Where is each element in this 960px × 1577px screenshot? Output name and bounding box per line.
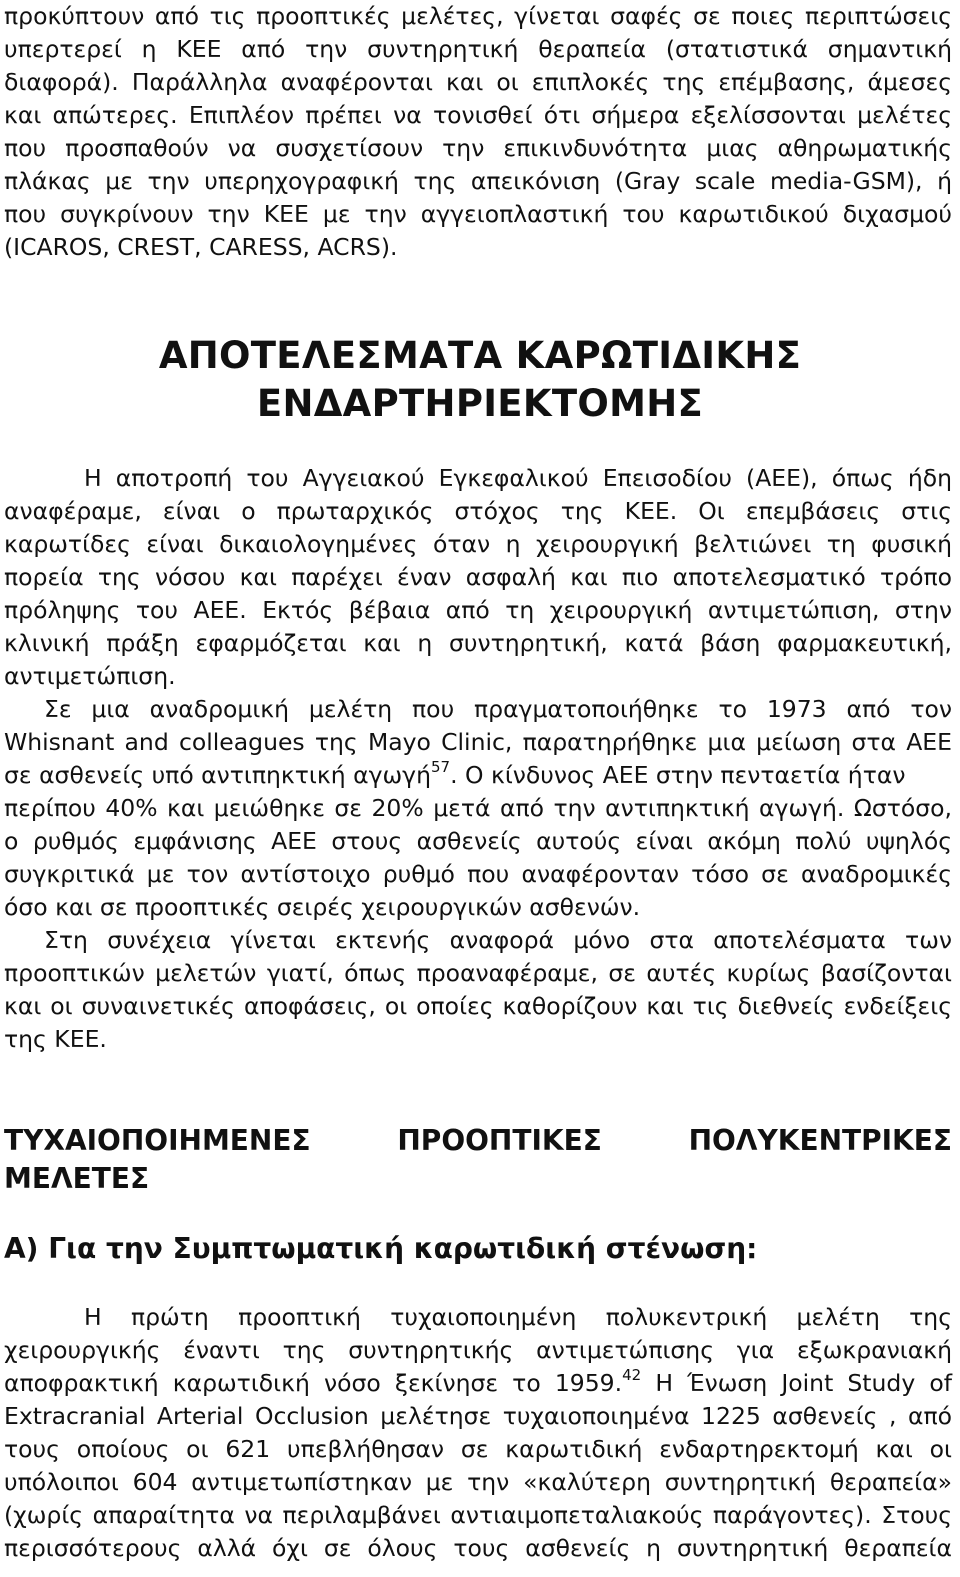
paragraph-line: πρόληψης του ΑΕΕ. Εκτός βέβαια από τη χειρουργική αντιμετώπιση, στην bbox=[4, 596, 952, 624]
paragraph-line: της ΚΕΕ. bbox=[4, 1025, 107, 1053]
paragraph-line: συγκριτικά με τον αντίστοιχο ρυθμό που αναφέρονταν τόσο σε αναδρομικές bbox=[4, 860, 952, 888]
intro-line: πλάκας με την υπερηχογραφική της απεικόνιση (Gray scale media-GSM), ή bbox=[4, 167, 952, 195]
paragraph-line: αναφέραμε, είναι ο πρωταρχικός στόχος της ΚΕΕ. Οι επεμβάσεις στις bbox=[4, 497, 952, 525]
intro-line: που συγκρίνουν την ΚΕΕ με την αγγειοπλαστική του καρωτιδικού διχασμού bbox=[4, 200, 952, 228]
paragraph-line: προοπτικών μελετών γιατί, όπως προαναφέραμε, σε αυτές κυρίως βασίζονται bbox=[4, 959, 952, 987]
text-span: Η Ένωση Joint Study of bbox=[641, 1369, 953, 1397]
subsection-title: Α) Για την Συμπτωματική καρωτιδική στένωση: bbox=[4, 1232, 758, 1265]
section-title: ΜΕΛΕΤΕΣ bbox=[4, 1162, 150, 1195]
text-span: σε ασθενείς υπό αντιπηκτική αγωγή bbox=[4, 761, 431, 789]
intro-line: (ICAROS, CREST, CARESS, ACRS). bbox=[4, 233, 398, 261]
text-span: αποφρακτική καρωτιδική νόσο ξεκίνησε το 1959. bbox=[4, 1369, 623, 1397]
paragraph-line: όσο και σε προοπτικές σειρές χειρουργικών ασθενών. bbox=[4, 893, 641, 921]
paragraph-line: περισσότερους αλλά όχι σε όλους τους ασθενείς η συντηρητική θεραπεία bbox=[4, 1534, 952, 1562]
paragraph-line-with-citation bbox=[4, 1367, 952, 1399]
citation-superscript: 42 bbox=[622, 1366, 642, 1385]
paragraph-line: πορεία της νόσου και παρέχει έναν ασφαλή και πιο αποτελεσματικό τρόπο bbox=[4, 563, 952, 591]
intro-line: υπερτερεί η ΚΕΕ από την συντηρητική θεραπεία (στατιστικά σημαντική bbox=[4, 35, 952, 63]
paragraph-line: Extracranial Arterial Occlusion μελέτησε τυχαιοποιημένα 1225 ασθενείς , από bbox=[4, 1402, 952, 1430]
section-title: ΕΝΔΑΡΤΗΡΙΕΚΤΟΜΗΣ bbox=[256, 382, 704, 425]
paragraph-line: και οι συναινετικές αποφάσεις, οι οποίες καθορίζουν και τις διεθνείς ενδείξεις bbox=[4, 992, 952, 1020]
paragraph-line: κλινική πράξη εφαρμόζεται και η συντηρητική, κατά βάση φαρμακευτική, bbox=[4, 629, 952, 657]
text-span: . Ο κίνδυνος ΑΕΕ στην πενταετία ήταν bbox=[450, 761, 906, 789]
paragraph-line: Η αποτροπή του Αγγειακού Εγκεφαλικού Επεισοδίου (ΑΕΕ), όπως ήδη bbox=[84, 464, 952, 492]
intro-line: διαφορά). Παράλληλα αναφέρονται και οι επιπλοκές της επέμβασης, άμεσες bbox=[4, 68, 952, 96]
intro-line: και απώτερες. Επιπλέον πρέπει να τονισθεί ότι σήμερα εξελίσσονται μελέτες bbox=[4, 101, 952, 129]
paragraph-line: Στη συνέχεια γίνεται εκτενής αναφορά μόνο στα αποτελέσματα των bbox=[44, 926, 952, 954]
paragraph-line: Σε μια αναδρομική μελέτη που πραγματοποιήθηκε το 1973 από τον bbox=[44, 695, 952, 723]
section-title: ΑΠΟΤΕΛΕΣΜΑΤΑ ΚΑΡΩΤΙΔΙΚΗΣ bbox=[158, 334, 802, 377]
section-title: ΤΥΧΑΙΟΠΟΙΗΜΕΝΕΣ ΠΡΟΟΠΤΙΚΕΣ ΠΟΛΥΚΕΝΤΡΙΚΕΣ bbox=[4, 1124, 952, 1157]
intro-line: που προσπαθούν να συσχετίσουν την επικινδυνότητα μιας αθηρωματικής bbox=[4, 134, 952, 162]
paragraph-line: Η πρώτη προοπτική τυχαιοποιημένη πολυκεντρική μελέτη της bbox=[84, 1303, 952, 1331]
paragraph-line: τους οποίους οι 621 υπεβλήθησαν σε καρωτιδική ενδαρτηρεκτομή και οι bbox=[4, 1435, 952, 1463]
paragraph-line: καρωτίδες είναι δικαιολογημένες όταν η χειρουργική βελτιώνει τη φυσική bbox=[4, 530, 952, 558]
paragraph-line: ο ρυθμός εμφάνισης ΑΕΕ στους ασθενείς αυτούς είναι ακόμη πολύ υψηλός bbox=[4, 827, 952, 855]
paragraph-line: χειρουργικής έναντι της συντηρητικής αντιμετώπισης για εξωκρανιακή bbox=[4, 1336, 952, 1364]
paragraph-line-with-citation bbox=[4, 759, 952, 791]
paragraph-line: περίπου 40% και μειώθηκε σε 20% μετά από την αντιπηκτική αγωγή. Ωστόσο, bbox=[4, 794, 952, 822]
intro-line: προκύπτουν από τις προοπτικές μελέτες, γίνεται σαφές σε ποιες περιπτώσεις bbox=[4, 2, 952, 30]
citation-superscript: 57 bbox=[430, 758, 451, 777]
paragraph-line: υπόλοιποι 604 αντιμετωπίστηκαν με την «καλύτερη συντηρητική θεραπεία» bbox=[4, 1468, 952, 1496]
paragraph-line: Whisnant and colleagues της Mayo Clinic, παρατηρήθηκε μια μείωση στα ΑΕΕ bbox=[4, 728, 952, 756]
paragraph-line: (χωρίς απαραίτητα να περιλαμβάνει αντιαιμοπεταλιακούς παράγοντες). Στους bbox=[4, 1501, 952, 1529]
paragraph-line: αντιμετώπιση. bbox=[4, 662, 176, 690]
